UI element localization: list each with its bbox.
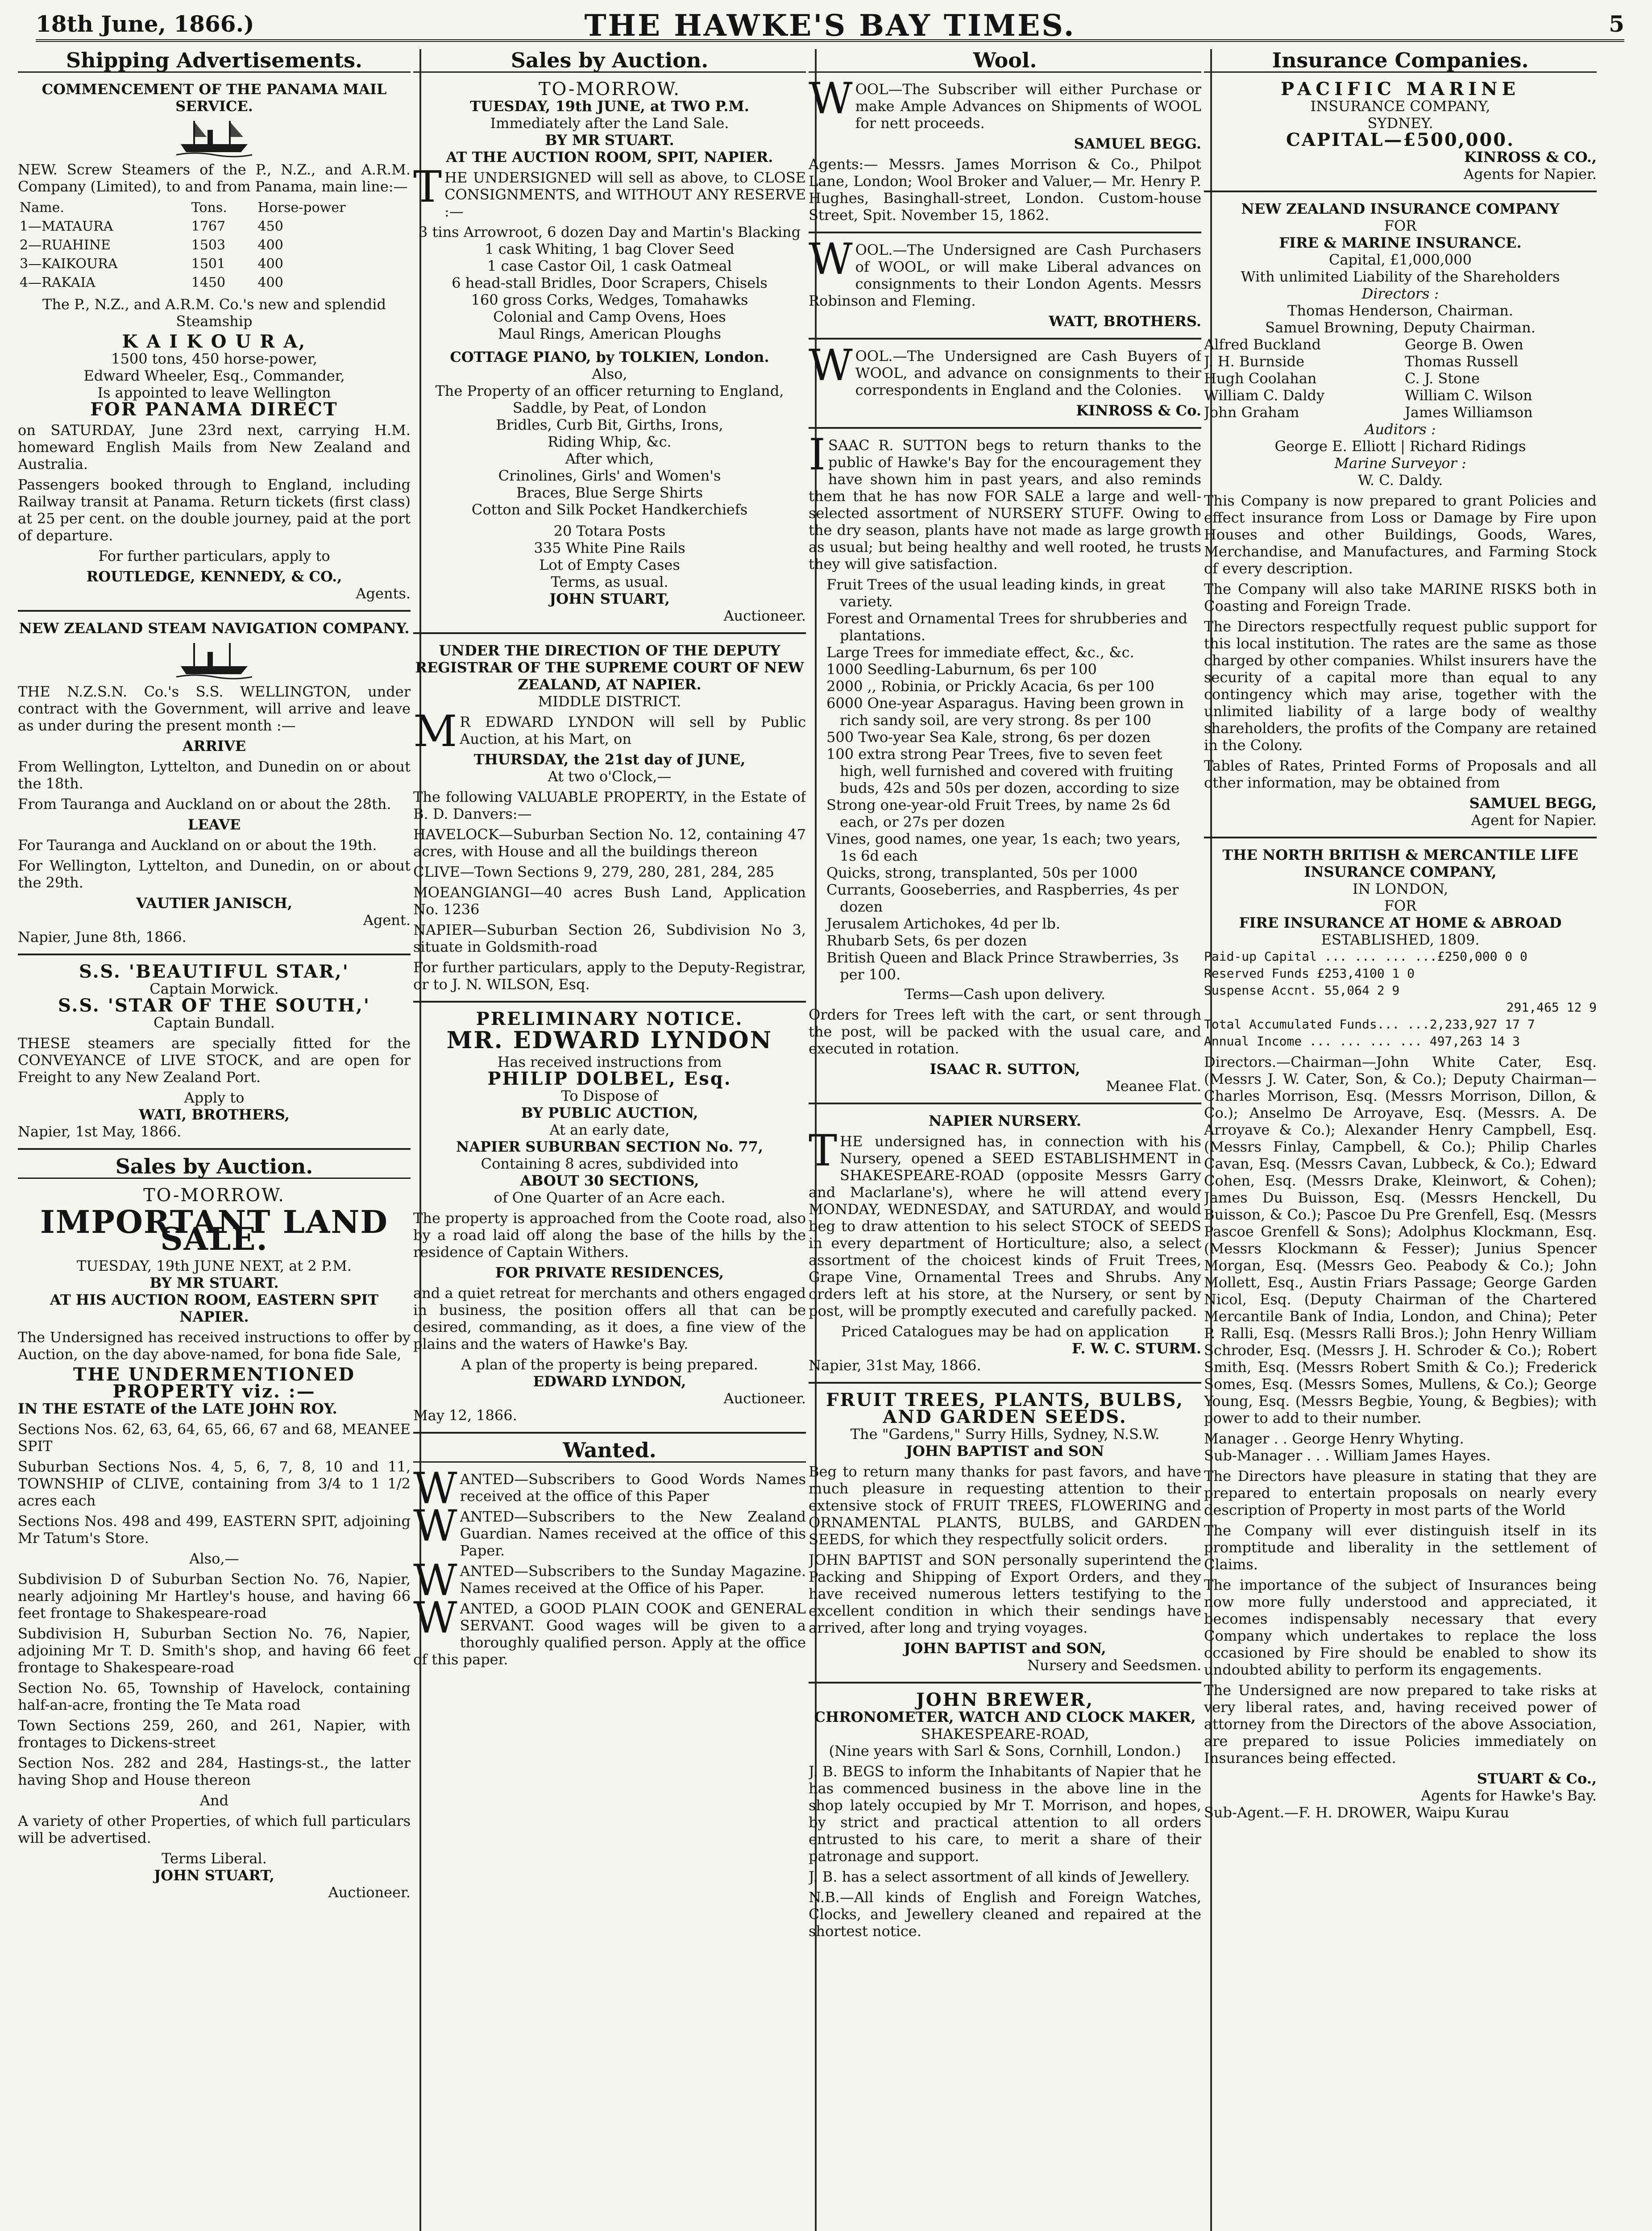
ship-tons: 1501 [191,256,226,272]
ad-body: The Company will also take MARINE RISKS both in Coasting and Foreign Trade. [1204,581,1597,614]
wool-ad: WOOL.—The Undersigned are Cash Purchasers of WOOL, or will make Liberal advances on consignments to their London Agents. Messrs Robinson and Fleming. [809,234,1201,309]
public-auction: BY PUBLIC AUCTION, [521,1104,698,1121]
ad-body: The Company will ever distinguish itself in its promptitude and liberality in the settlement of Claims. [1204,1522,1597,1573]
ad-date: May 12, 1866. [413,1407,517,1424]
directors-left [1204,336,1396,421]
kaikoura-intro: The P., N.Z., and A.R.M. Co.'s new and splendid Steamship [42,296,386,330]
list-item: 6 head-stall Bridles, Door Scrapers, Chisels [452,274,768,291]
divider [809,427,1201,429]
column-auctions [413,49,806,2231]
property-description: and a quiet retreat for merchants and others engaged in business, the position offers all that can be desired, commanding, as it does, a fine view of the plains and the waters of Hawke's Bay. [413,1285,806,1352]
sale-date: TUESDAY, 19th JUNE NEXT, at 2 P.M. [76,1257,352,1274]
table-row: Total Accumulated Funds... ...2,233,927 17 7 [1204,1017,1535,1032]
surveyor-label: Marine Surveyor : [1334,455,1466,472]
directors-right [1405,336,1597,421]
property-intro: The following VALUABLE PROPERTY, in the Estate of B. D. Danvers:— [413,788,806,822]
section-header: Wool. [809,52,1201,73]
after-label: After which, [565,450,654,467]
also-label: Also, [592,365,627,382]
saddle-list [413,399,806,450]
divider [809,1103,1201,1104]
ad-body: Tables of Rates, Printed Forms of Proposals and all other information, may be obtained from [1204,757,1597,791]
list-item: Quicks, strong, transplanted, 50s per 1000 [826,864,1138,881]
table-header-row [18,199,411,217]
captain: Captain Bundall. [154,1014,275,1031]
advertiser-address: SHAKESPEARE-ROAD, [921,1725,1089,1742]
list-item: Cotton and Silk Pocket Handkerchiefs [471,501,748,518]
registrar-title: UNDER THE DIRECTION OF THE DEPUTY REGISTRAR OF THE SUPREME COURT OF NEW ZEALAND, AT NAPIER. [415,642,804,693]
sale-location: AT THE AUCTION ROOM, SPIT, NAPIER. [446,149,773,166]
sailing-date: on SATURDAY, June 23rd next, carrying H.M. homeward English Mails from New Zealand and Australia. [18,422,411,473]
auctioneer-line: BY MR STUART. [545,132,674,149]
for-label: FOR [1384,217,1417,234]
terms: Terms—Cash upon delivery. [905,986,1105,1003]
list-item: 3 tins Arrowroot, 6 dozen Day and Martin's Blacking [418,224,801,241]
commander: Edward Wheeler, Esq., Commander, [83,367,345,384]
divider [1204,837,1597,838]
list-item: Jerusalem Artichokes, 4d per lb. [826,915,1061,932]
ship-name: 3—KAIKOURA [20,256,118,272]
early-date: At an early date, [549,1121,670,1138]
agent-label: Agent for Napier. [1471,812,1597,829]
table-row: Paid-up Capital ... ... ... ...£250,000 0 0 [1204,949,1527,964]
auctioneer-name: JOHN STUART, [154,1867,274,1884]
notice-title: PRELIMINARY NOTICE. [476,1008,743,1029]
sub-agent: Sub-Agent.—F. H. DROWER, Waipu Kurau [1204,1804,1509,1821]
sub-manager: Sub-Manager . . . William James Hayes. [1204,1447,1491,1464]
ad-date: Napier, 1st May, 1866. [18,1123,182,1140]
divider [413,1001,806,1003]
list-item: 1 cask Whiting, 1 bag Clover Seed [485,241,735,257]
list-item: J. H. Burnside [1204,353,1305,370]
divider [18,610,411,612]
list-item: Forest and Ornamental Trees for shrubberies and plantations. [826,610,1187,644]
catalogue-note: Priced Catalogues may be had on application [841,1323,1169,1340]
containing-line: Containing 8 acres, subdivided into [481,1155,739,1172]
page-number: 5 [1609,11,1624,37]
departure-item: For Tauranga and Auckland on or about the 19th. [18,837,377,854]
list-item: Currants, Gooseberries, and Raspberries, 4s per dozen [826,881,1179,915]
column-shipping [18,49,411,2231]
ad-body: Beg to return many thanks for past favors, and have much pleasure in requesting attention to their extensive stock of FRUIT TREES, FLOWERING and ORNAMENTAL PLANTS, BULBS, and GARDEN SEEDS, for which they respectfully solicit orders. [809,1463,1201,1548]
property-item: Sections Nos. 498 and 499, EASTERN SPIT, adjoining Mr Tatum's Store. [18,1513,411,1547]
list-item: 6000 One-year Asparagus. Having been grown in rich sandy soil, are very strong. 8s per 100 [826,695,1184,729]
estate-heading: IN THE ESTATE of the LATE JOHN ROY. [18,1400,337,1417]
auctioneer-line: BY MR STUART. [149,1274,279,1291]
auditors: George E. Elliott | Richard Ridings [1274,438,1526,455]
property-item: Suburban Sections Nos. 4, 5, 6, 7, 8, 10 and 11, TOWNSHIP of CLIVE, containing from 3/4 to 1 1/2 acres each [18,1458,411,1509]
agent-name: STUART & Co., [1477,1770,1597,1787]
divider [809,1682,1201,1684]
chairman: Thomas Henderson, Chairman. [1287,302,1513,319]
list-item: Large Trees for immediate effect, &c., &c. [826,644,1134,661]
gardens-location: The "Gardens," Surry Hills, Sydney, N.S.W. [850,1426,1160,1443]
section-header: Sales by Auction. [18,1158,411,1179]
section-title: NAPIER SUBURBAN SECTION No. 77, [456,1138,764,1155]
ad-body: The importance of the subject of Insurances being now more fully understood and appreciated, it becomes indispensably necessary that every Company which undertakes to replace the loss occasioned by Fire should be enabled to show its undoubted ability to perform its engagements. [1204,1576,1597,1678]
client-name: PHILIP DOLBEL, Esq. [487,1068,732,1089]
property-item: Town Sections 259, 260, and 261, Napier, with frontages to Dickens-street [18,1717,411,1751]
list-item: John Graham [1204,404,1299,421]
advertiser-name: JOHN BAPTIST and SON [905,1443,1104,1460]
ship-name: 2—RUAHINE [20,237,111,253]
list-item: Riding Whip, &c. [548,433,672,450]
sale-location: AT HIS AUCTION ROOM, EASTERN SPIT NAPIER. [50,1291,379,1325]
ship-horsepower: 400 [257,256,283,272]
ship-tons: 1500 tons, 450 horse-power, [111,350,317,367]
panama-intro: NEW. Screw Steamers of the P., N.Z., and A.R.M. Company (Limited), to and from Panama, main line:— [18,161,411,195]
ship-tons: 1503 [191,237,226,253]
wool-ad: WOOL—The Subscriber will either Purchase or make Ample Advances on Shipments of WOOL for nett proceeds. [809,74,1201,132]
particulars-note: For further particulars, apply to [98,547,330,564]
company-name: PACIFIC MARINE [1281,79,1520,100]
sale-date: THURSDAY, the 21st day of JUNE, [473,751,746,768]
ship-name: S.S. 'STAR OF THE SOUTH,' [58,995,371,1016]
about-sections: ABOUT 30 SECTIONS, [520,1172,699,1189]
company-city: SYDNEY. [1367,115,1433,132]
steamship-icon [176,639,252,680]
section-header: Insurance Companies. [1204,52,1597,73]
property-item: NAPIER—Suburban Section 26, Subdivision No 3, situate in Goldsmith-road [413,921,806,955]
divider [18,954,411,955]
piano-item: COTTAGE PIANO, by TOLKIEN, London. [450,348,769,365]
livestock-notice: THESE steamers are specially fitted for the CONVEYANCE of LIVE STOCK, and are open for Freight to any New Zealand Port. [18,1035,411,1086]
ship-name: 4—RAKAIA [20,275,95,290]
plan-note: A plan of the property is being prepared. [461,1356,758,1373]
table-row [18,274,411,292]
property-heading: THE UNDERMENTIONED PROPERTY viz. :— [73,1364,356,1402]
auditors-label: Auditors : [1365,421,1436,438]
insurance-type: FIRE & MARINE INSURANCE. [1279,234,1522,251]
list-item: Fruit Trees of the usual leading kinds, in great variety. [826,576,1165,610]
ship-name: K A I K O U R A, [122,331,307,352]
list-item: 1000 Seedling-Laburnum, 6s per 100 [826,661,1097,678]
advertiser-name: ISAAC R. SUTTON, [930,1061,1080,1078]
section-header: Shipping Advertisements. [18,52,411,73]
advertiser-name: SAMUEL BEGG. [1074,135,1201,152]
arrival-item: From Wellington, Lyttelton, and Dunedin on or about the 18th. [18,758,411,792]
ad-title: NAPIER NURSERY. [929,1112,1081,1129]
wool-ad: WOOL.—The Undersigned are Cash Buyers of WOOL, and advance on consignments to their correspondents in England and the Colonies. [809,340,1201,398]
destination: FOR PANAMA DIRECT [90,399,338,420]
divider [18,1148,411,1150]
consignment-notice: THE UNDERSIGNED will sell as above, to CLOSE CONSIGNMENTS, and WITHOUT ANY RESERVE :— [413,162,806,220]
company-city: IN LONDON, [1352,880,1449,897]
property-item: Section No. 65, Township of Havelock, containing half-an-acre, fronting the Te Mata road [18,1679,411,1713]
agent-name: VAUTIER JANISCH, [136,895,293,912]
departure-note: Is appointed to leave Wellington [97,384,331,401]
list-item: Maul Rings, American Ploughs [498,325,721,342]
wanted-ad: WANTED, a GOOD PLAIN COOK and GENERAL SERVANT. Good wages will be given to a thoroughly qualified person. Apply at the office of this paper. [413,1593,806,1668]
agent-name: ROUTLEDGE, KENNEDY, & CO., [86,568,342,585]
list-item: George B. Owen [1405,336,1523,353]
advertiser-name: WATT, BROTHERS. [1049,313,1201,330]
insurance-type: FIRE INSURANCE AT HOME & ABROAD [1239,914,1562,931]
table-row: Reserved Funds £253,4100 1 0 [1204,966,1415,981]
property-item: Sections Nos. 62, 63, 64, 65, 66, 67 and 68, MEANEE SPIT [18,1421,411,1455]
list-item: Bridles, Curb Bit, Girths, Irons, [496,416,723,433]
company-name: INSURANCE COMPANY, [1310,98,1490,115]
newspaper-title: THE HAWKE'S BAY TIMES. [584,8,1076,43]
column-wool [809,49,1201,2231]
agent-label: Agents for Napier. [1464,166,1597,182]
lyndon-notice: MR EDWARD LYNDON will sell by Public Auction, at his Mart, on [413,706,806,756]
auctioneer-label: Auctioneer. [723,1390,806,1407]
property-description: The property is approached from the Coote road, also by a road laid off along the base of the hills by the residence of Captain Withers. [413,1210,806,1261]
list-item: William C. Daldy [1204,387,1325,404]
passenger-note: Passengers booked through to England, including Railway transit at Panama. Return tickets (first class) at 25 per cent. on the double journey, paid at the port of departure. [18,476,411,544]
officer-property: The Property of an officer returning to England, [435,382,784,399]
financial-table [1204,948,1597,1050]
property-item: Section Nos. 282 and 284, Hastings-st., the latter having Shop and House thereon [18,1754,411,1788]
section-header: Wanted. [413,1442,806,1463]
column-insurance [1204,49,1597,2231]
property-item: Subdivision H, Suburban Section No. 76, Napier, adjoining Mr T. D. Smith's shop, and having 66 feet frontage to Shakespeare-road [18,1625,411,1676]
directors-text: Directors.—Chairman—John White Cater, Esq. (Messrs J. W. Cater, Son, & Co.); Deputy Chairman—Charles Morrison, Esq. (Messrs Morrison, Dillon, & Co.); Anselmo De Arroyave, Esq. (Messrs. A. De Arroyave & Co.); Alexander Henry Campbell, Esq. (Messrs Finlay, Campbell, & Co.); Philip Charles Cavan, Esq. (Messrs Cavan, Lubbeck, & Co.); Edward Cohen, Esq. (Messrs Drake, Kleinwort, & Cohen); James Du Buisson, Esq. (Messrs Henckell, Du Buisson, & Co.); Pascoe Du Pre Grenfell, Esq. (Messrs Pascoe Grenfell & Sons); Adolphus Klockmann, Esq. (Messrs Klockmann & Fesser); Junius Spencer Morgan, Esq. (Messrs Geo. Peabody & Co.); John Mollett, Esq., Austin Friars Passage; George Garden Nicol, Esq. (Deputy Chairman of the Chartered Mercantile Bank of India, London, and China); Peter P. Ralli, Esq. (Messrs Ralli Bros.); John Henry William Schroder, Esq. (Messrs J. H. Schroder & Co.); Robert Smith, Esq. (Messrs Robert Smith & Co.); Frederick Somes, Esq. (Messrs Somes, Mullens, & Co.); George Young, Esq. (Messrs Begbie, Young, & Begbies); with power to add to their number. [1204,1053,1597,1427]
agent-name: KINROSS & CO., [1464,149,1597,166]
property-item: Subdivision D of Suburban Section No. 76, Napier, nearly adjoining Mr Hartley's house, and having 66 feet frontage to Shakespeare-road [18,1571,411,1621]
directors-list [1204,336,1597,421]
ad-body: J. B. has a select assortment of all kinds of Jewellery. [809,1868,1190,1885]
deputy-chairman: Samuel Browning, Deputy Chairman. [1265,319,1536,336]
list-item: Lot of Empty Cases [539,556,680,573]
list-item: C. J. Stone [1405,370,1480,387]
section-header: Sales by Auction. [413,52,806,73]
arrival-item: From Tauranga and Auckland on or about the 28th. [18,796,391,813]
list-item: Crinolines, Girls' and Women's [498,467,721,484]
ship-name: 1—MATAURA [20,219,113,234]
column-header: Horse-power [257,200,346,216]
nursery-notice: THE undersigned has, in connection with his Nursery, opened a SEED ESTABLISHMENT in SHAKESPEARE-ROAD (opposite Messrs Garry and Maclarlane's), where he will attend every MONDAY, WEDNESDAY, and SATURDAY, and would beg to draw attention to his select STOCK of SEEDS in every department of Horticulture; also, a select assortment of the choicest kinds of Fruit Trees, Grape Vine, Ornamental Trees and Shrubs. Any orders left at his store, at the Nursery, or sent by post, will be promptly executed and carefully packed. [809,1126,1201,1319]
auctioneer-name: MR. EDWARD LYNDON [446,1027,773,1054]
ad-body: The Directors have pleasure in stating that they are prepared to entertain proposals on nearly every description of Property in most parts of the World [1204,1468,1597,1518]
company-capital: CAPITAL—£500,000. [1286,129,1515,150]
terms: Terms Liberal. [162,1850,267,1867]
table-row [18,236,411,255]
list-item: Hugh Coolahan [1204,370,1317,387]
table-row [18,217,411,236]
auctioneer-label: Auctioneer. [723,607,806,624]
divider [413,632,806,634]
tree-list [826,576,1201,983]
surveyor: W. C. Daldy. [1357,472,1443,489]
goods-list [413,224,806,342]
ad-date: Napier, June 8th, 1866. [18,929,187,945]
further-particulars: For further particulars, apply to the Deputy-Registrar, or to J. N. WILSON, Esq. [413,959,806,993]
auctioneer-name: JOHN STUART, [549,590,670,607]
ship-tons: 1767 [191,219,226,234]
liability-note: With unlimited Liability of the Shareholders [1241,268,1560,285]
table-row [18,255,411,274]
column-header: Tons. [191,200,227,216]
clothing-list [413,467,806,518]
wellington-notice: THE N.Z.S.N. Co.'s S.S. WELLINGTON, under contract with the Government, will arrive and leave as under during the present month :— [18,683,411,734]
ad-body: The Directors respectfully request public support for this local institution. The rates are the same as those charged by other companies. Whilst insurers have the security of a capital more than equal to any contingency which may arise, together with the unlimited liability of a large body of wealthy shareholders, the profits of the Company are retained in the Colony. [1204,618,1597,754]
district: MIDDLE DISTRICT. [538,693,681,710]
agent-label: Agents for Hawke's Bay. [1421,1787,1597,1804]
company-name: NEW ZEALAND INSURANCE COMPANY [1241,200,1560,217]
agent-name: WATI, BROTHERS, [139,1106,290,1123]
sale-time: At two o'Clock,— [548,768,672,785]
land-sale-title: IMPORTANT LAND SALE. [40,1203,389,1257]
ad-body: N.B.—All kinds of English and Foreign Watches, Clocks, and Jewellery cleaned and repaired at the shortest notice. [809,1889,1201,1940]
advertiser-name: JOHN BREWER, [916,1689,1094,1710]
advertiser-trade: CHRONOMETER, WATCH AND CLOCK MAKER, [814,1708,1196,1725]
quarter-acre: of One Quarter of an Acre each. [494,1189,726,1206]
masthead [36,8,1624,42]
list-item: Colonial and Camp Ovens, Hoes [493,308,726,325]
ad-title: NEW ZEALAND STEAM NAVIGATION COMPANY. [19,620,410,637]
list-item: 1 case Castor Oil, 1 cask Oatmeal [487,257,732,274]
sale-timing: Immediately after the Land Sale. [490,115,729,132]
list-item: Strong one-year-old Fruit Trees, by name 2s 6d each, or 27s per dozen [826,796,1171,830]
list-item: Rhubarb Sets, 6s per dozen [826,932,1027,949]
advertiser-credentials: (Nine years with Sarl & Sons, Cornhill, London.) [829,1742,1181,1759]
divider [809,1382,1201,1384]
sale-day: TO-MORROW. [143,1185,286,1206]
ad-date: Napier, 31st May, 1866. [809,1357,981,1374]
divider [809,232,1201,233]
established: ESTABLISHED, 1809. [1321,931,1480,948]
wanted-ad: WANTED—Subscribers to the New Zealand Guardian. Names received at the office of this Paper. [413,1501,806,1559]
ad-body: JOHN BAPTIST and SON personally superintend the Packing and Shipping of Export Orders, and they have received numerous letters testifying to the excellent condition in which their sendings have arrived, after long and trying voyages. [809,1551,1201,1636]
advertiser-trade: Nursery and Seedsmen. [1027,1657,1201,1674]
ship-horsepower: 400 [257,237,283,253]
property-note: A variety of other Properties, of which full particulars will be advertised. [18,1812,411,1846]
list-item: 20 Totara Posts [553,523,666,539]
ad-body: This Company is now prepared to grant Policies and effect insurance from Loss or Damage by Fire upon Houses and other Buildings, Goods, Wares, Merchandise, and Manufactures, and Farming Stock of every description. [1204,492,1597,577]
agent-label: Agent. [363,912,411,929]
list-item: Saddle, by Peat, of London [512,399,707,416]
sale-intro: The Undersigned has received instructions to offer by Auction, on the day above-named, for bona fide Sale, [18,1329,411,1363]
list-item: 100 extra strong Pear Trees, five to seven feet high, well furnished and covered with fruiting buds, 42s and 50s per dozen, according to size [826,746,1179,796]
ship-horsepower: 450 [257,219,283,234]
directors-label: Directors : [1361,285,1439,302]
arrive-label: ARRIVE [182,738,246,755]
private-residences: FOR PRIVATE RESIDENCES, [495,1264,724,1281]
list-item: 500 Two-year Sea Kale, strong, 6s per dozen [826,729,1151,746]
ship-name: S.S. 'BEAUTIFUL STAR,' [79,961,349,982]
property-item: CLIVE—Town Sections 9, 279, 280, 281, 284, 285 [413,863,774,880]
list-item: Braces, Blue Serge Shirts [516,484,703,501]
and-label: And [199,1792,229,1809]
property-item: MOEANGIANGI—40 acres Bush Land, Application No. 1236 [413,884,806,918]
agent-label: Agents. [356,585,411,602]
wanted-ad: WANTED—Subscribers to the Sunday Magazine. Names received at the Office of his Paper. [413,1555,806,1605]
table-row: 291,465 12 9 [1506,1000,1597,1015]
auctioneer-name: EDWARD LYNDON, [533,1373,686,1390]
sale-day: TO-MORROW. [538,79,681,100]
manager: Manager . . George Henry Whyting. [1204,1430,1464,1447]
list-item: Thomas Russell [1405,353,1519,370]
also-label: Also,— [189,1550,239,1567]
captain: Captain Morwick. [149,980,279,997]
advertiser-name: F. W. C. STURM. [1071,1340,1201,1357]
column-header: Name. [20,200,64,216]
for-label: FOR [1384,897,1417,914]
company-capital: Capital, £1,000,000 [1328,251,1472,268]
leave-label: LEAVE [187,816,241,833]
issue-date: 18th June, 1866.) [36,11,254,37]
list-item: 335 White Pine Rails [534,539,685,556]
list-item: British Queen and Black Prince Strawberries, 3s per 100. [826,949,1179,983]
sale-date: TUESDAY, 19th JUNE, at TWO P.M. [470,98,749,115]
ship-horsepower: 400 [257,275,283,290]
table-row: Suspense Accnt. 55,064 2 9 [1204,983,1400,998]
list-item: 160 gross Corks, Wedges, Tomahawks [471,291,748,308]
list-item: William C. Wilson [1405,387,1532,404]
company-name: THE NORTH BRITISH & MERCANTILE LIFE INSURANCE COMPANY, [1222,846,1578,880]
divider [809,338,1201,340]
steamship-icon [176,117,252,158]
panama-title: COMMENCEMENT OF THE PANAMA MAIL SERVICE. [42,81,387,115]
ad-body: J. B. BEGS to inform the Inhabitants of Napier that he has commenced business in the above line in the shop lately occupied by Mr T. Morrison, and hopes, by strict and practical attention to all orders entrusted to his care, to merit a share of their patronage and support. [809,1763,1201,1865]
terms: Terms, as usual. [551,573,668,590]
agent-name: SAMUEL BEGG, [1469,795,1597,812]
departure-item: For Wellington, Lyttelton, and Dunedin, on or about the 29th. [18,857,411,891]
orders-note: Orders for Trees left with the cart, or sent through the post, will be packed with the usual care, and executed in rotation. [809,1006,1201,1057]
timber-list [413,523,806,573]
wanted-ad: WANTED—Subscribers to Good Words Names received at the office of this Paper [413,1464,806,1514]
advertiser-location: Meanee Flat. [1106,1078,1201,1095]
table-row: Annual Income ... ... ... ... 497,263 14 3 [1204,1034,1520,1049]
auctioneer-label: Auctioneer. [328,1884,411,1901]
list-item: Vines, good names, one year, 1s each; two years, 1s 6d each [826,830,1181,864]
ad-title: FRUIT TREES, PLANTS, BULBS, AND GARDEN SEEDS. [826,1389,1184,1427]
advertiser-name: JOHN BAPTIST and SON, [904,1640,1106,1657]
divider [413,1432,806,1434]
list-item: James Williamson [1405,404,1533,421]
property-item: HAVELOCK—Suburban Section No. 12, containing 47 acres, with House and all the buildings thereon [413,826,806,860]
dispose-line: To Dispose of [561,1087,658,1104]
apply-label: Apply to [184,1089,245,1106]
ships-table [18,199,411,292]
list-item: 2000 ,, Robinia, or Prickly Acacia, 6s per 100 [826,678,1154,695]
ship-tons: 1450 [191,275,226,290]
ad-body: The Undersigned are now prepared to take risks at very liberal rates, and, having received power of attorney from the Directors of the above Association, are prepared to issue Policies immediately on Insurances being effected. [1204,1682,1597,1767]
advertiser-name: KINROSS & Co. [1076,402,1201,419]
instructions-line: Has received instructions from [497,1053,722,1070]
divider [1204,191,1597,192]
list-item: Alfred Buckland [1204,336,1321,353]
agents-list: Agents:— Messrs. James Morrison & Co., Philpot Lane, London; Wool Broker and Valuer,— Mr. Henry P. Hughes, Basinghall-street, London. Custom-house Street, Spit. November 15, 1862. [809,156,1201,224]
nursery-ad: ISAAC R. SUTTON begs to return thanks to the public of Hawke's Bay for the encouragement they have shown him in past years, and also reminds them that he has now FOR SALE a large and well-selected assortment of NURSERY STUFF. Owing to the dry season, plants have not made as large growth as usual; but being healthy and well rooted, he trusts they will give satisfaction. [809,430,1201,572]
